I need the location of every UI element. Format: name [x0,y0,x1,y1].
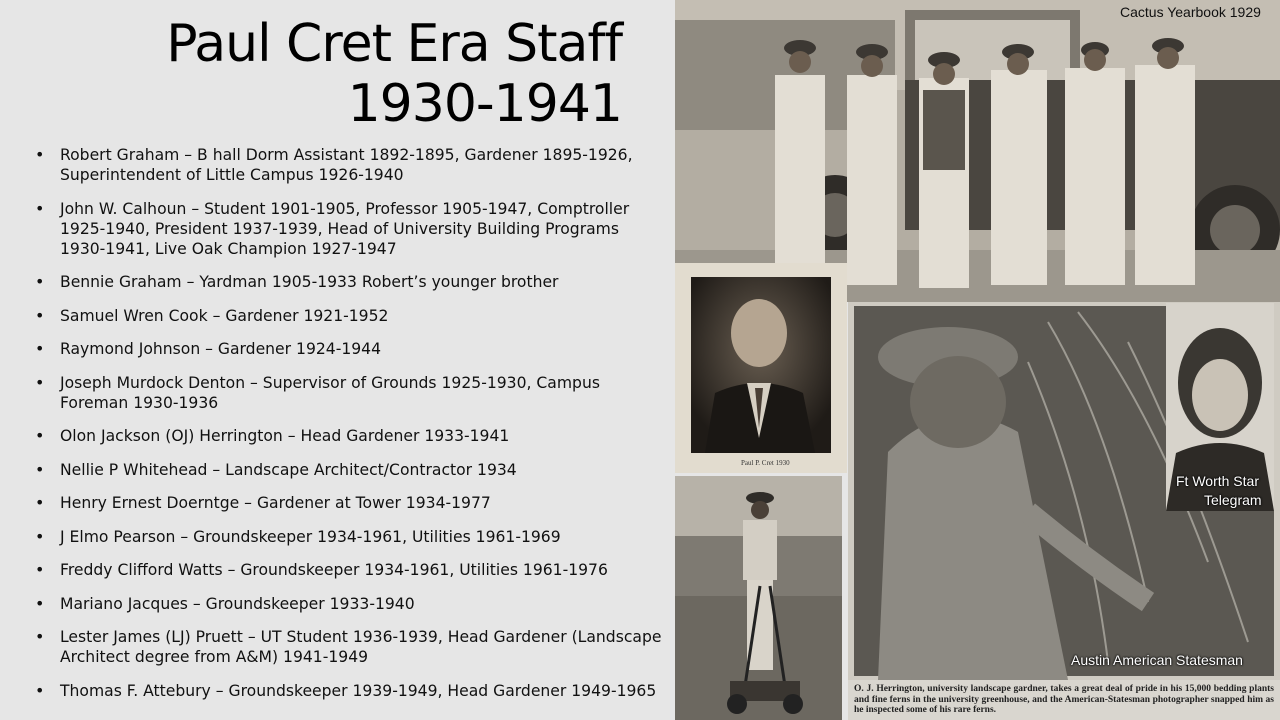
group-photo-caption: Cactus Yearbook 1929 [1120,4,1261,20]
newspaper-caption: O. J. Herrington, university landscape gardner, takes a great deal of pride in his 15,000 bedding plants and fine ferns in the university greenhouse, and the American-Statesman photographer snapped him as he inspected some of his rare ferns. [848,680,1280,720]
staff-list [0,145,672,714]
group-of-workers-photo [675,0,1280,302]
staff-item: • Robert Graham – B hall Dorm Assistant 1892-1895, Gardener 1895-1926, Superintendent of Little Campus 1926-1940 [0,145,672,185]
staff-item: • Bennie Graham – Yardman 1905-1933 Robert’s younger brother [0,272,672,292]
staff-item: • Samuel Wren Cook – Gardener 1921-1952 [0,306,672,326]
staff-item: • John W. Calhoun – Student 1901-1905, Professor 1905-1947, Comptroller 1925-1940, President 1937-1939, Head of University Building Programs 1930-1941, Live Oak Champion 1927-1947 [0,199,672,259]
man-in-suit-portrait-photo [675,263,847,473]
woman-photo-caption-line-2: Telegram [1204,492,1262,508]
staff-item: • Henry Ernest Doerntge – Gardener at Tower 1934-1977 [0,493,672,513]
staff-item: • Lester James (LJ) Pruett – UT Student 1936-1939, Head Gardener (Landscape Architect degree from A&M) 1941-1949 [0,627,672,667]
portrait-signature: Paul P. Cret 1930 [741,459,790,467]
title-line-2: 1930-1941 [347,74,622,134]
staff-item: • Nellie P Whitehead – Landscape Architect/Contractor 1934 [0,460,672,480]
page-title [150,14,622,134]
man-with-lawn-mower-photo [675,476,842,720]
staff-item: • J Elmo Pearson – Groundskeeper 1934-1961, Utilities 1961-1969 [0,527,672,547]
staff-item: • Joseph Murdock Denton – Supervisor of Grounds 1925-1930, Campus Foreman 1930-1936 [0,373,672,413]
title-line-1: Paul Cret Era Staff [166,14,622,74]
staff-item: • Freddy Clifford Watts – Groundskeeper 1934-1961, Utilities 1961-1976 [0,560,672,580]
staff-item: • Olon Jackson (OJ) Herrington – Head Gardener 1933-1941 [0,426,672,446]
herrington-photo-caption: Austin American Statesman [1071,652,1243,668]
staff-item: • Mariano Jacques – Groundskeeper 1933-1940 [0,594,672,614]
staff-item: • Raymond Johnson – Gardener 1924-1944 [0,339,672,359]
staff-item: • Thomas F. Attebury – Groundskeeper 1939-1949, Head Gardener 1949-1965 [0,681,672,701]
woman-photo-caption-line-1: Ft Worth Star [1176,473,1259,489]
